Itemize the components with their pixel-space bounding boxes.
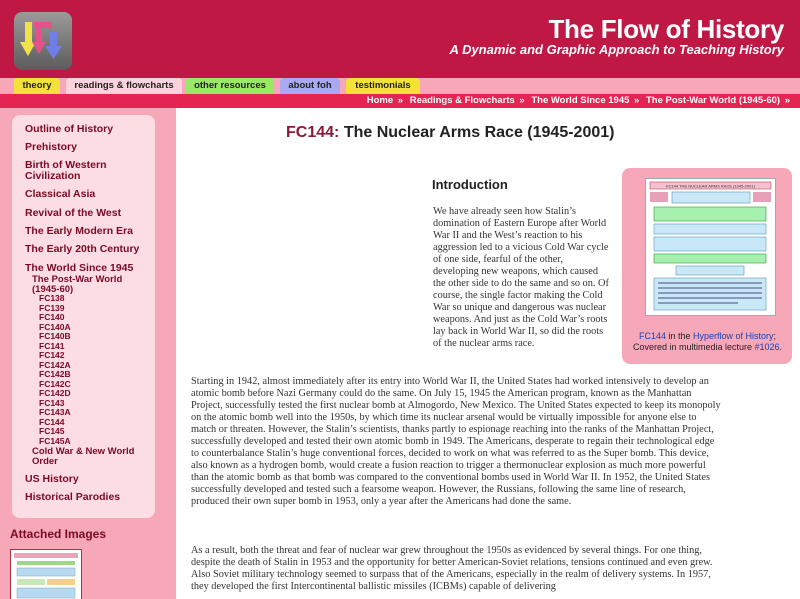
flowchart-thumbnail-icon bbox=[11, 550, 81, 599]
body-paragraph-1: Starting in 1942, almost immediately after its entry into World War II, the United States had worked intensively to develop an atomic bomb before Nazi Germany could do the same. On July 15, 1945 the American program, known as the Manhattan Project, successfully tested the first nuclear bomb at Almogordo, New Mexico. The United States expected to keep its monopoly on the atomic bomb well into the 1950s, by which time its nuclear arsenal would be virtually impossible for anyone else to match or threaten. However, the Stalin’s scientists, thanks partly to espionage reaching into the ranks of the Manhattan Project, successfully developed and tested their own atomic bomb in 1949. The Americans, desperate to regain their technological edge to counterbalance Stalin’s huge conventional forces, decided to work on what was referred to as the Super bomb. This device, also known as a hydrogen bomb, would create a fusion reaction to trigger a thermonuclear explosion as much more powerful than the atomic bomb as that bomb was compared to the conventional bombs used in World War II. In 1952, the United States successfully developed and tested such a fearsome weapon. However, the Russians, following the same line of research, produced their own super bomb in 1953, only a year after the Americans had done the same. bbox=[191, 376, 721, 507]
intro-paragraph: We have already seen how Stalin’s domination of Eastern Europe after World War II and the West’s reaction to his aggression led to a vicious Cold War cycle of one side, fearful of the other, developing new weapons, which caused the other side to do the same and so on. Of course, the single factor making the Cold War so unique and dangerous was nuclear weapons. And just as the Cold War’s roots lay back in World War II, so did the roots of the nuclear arms race. bbox=[433, 206, 609, 349]
sidebar-item-classical-asia[interactable]: Classical Asia bbox=[25, 188, 96, 200]
flowchart-preview-title: FC144 THE NUCLEAR ARMS RACE (1945-2001) bbox=[666, 183, 755, 189]
breadcrumb-separator: » bbox=[784, 95, 790, 106]
caption-hyperflow-link[interactable]: Hyperflow of History bbox=[693, 331, 774, 341]
sidebar-code-fc143a[interactable]: FC143A bbox=[39, 407, 71, 417]
tab-about-foh[interactable]: about foh bbox=[280, 78, 340, 94]
breadcrumb-separator: » bbox=[397, 95, 404, 106]
breadcrumb-home[interactable]: Home bbox=[366, 95, 394, 106]
caption-text: ; Covered in multimedia lecture bbox=[632, 331, 777, 352]
site-logo[interactable] bbox=[14, 12, 72, 70]
page-title-text: The Nuclear Arms Race (1945-2001) bbox=[343, 124, 615, 141]
intro-heading: Introduction bbox=[432, 177, 508, 192]
sidebar-code-fc142a[interactable]: FC142A bbox=[39, 359, 71, 370]
sidebar-code-fc142[interactable]: FC142 bbox=[39, 350, 65, 360]
attached-images-heading: Attached Images bbox=[10, 527, 107, 541]
flow-arrows-icon bbox=[14, 12, 72, 70]
breadcrumb-readings[interactable]: Readings & Flowcharts bbox=[409, 95, 515, 106]
sidebar-item-historical-parodies[interactable]: Historical Parodies bbox=[25, 491, 121, 503]
sidebar-code-fc139[interactable]: FC139 bbox=[39, 302, 65, 313]
page-code: FC144: bbox=[286, 124, 340, 141]
caption-text: in the bbox=[665, 331, 693, 341]
site-header bbox=[0, 0, 800, 78]
sidebar-code-fc143[interactable]: FC143 bbox=[39, 397, 65, 408]
flowchart-preview-icon bbox=[646, 179, 775, 315]
caption-text: . bbox=[779, 342, 783, 352]
sidebar-item-world-since-1945[interactable]: The World Since 1945 bbox=[25, 262, 134, 274]
sidebar-code-fc142d[interactable]: FC142D bbox=[39, 388, 71, 398]
sidebar-item-us-history[interactable]: US History bbox=[25, 473, 79, 485]
sidebar-code-fc142c[interactable]: FC142C bbox=[39, 378, 71, 389]
attached-image-thumbnail[interactable] bbox=[10, 549, 82, 599]
tab-testimonials[interactable]: testimonials bbox=[346, 78, 420, 94]
site-subtitle: A Dynamic and Graphic Approach to Teaching History bbox=[449, 42, 784, 57]
site-title: The Flow of History bbox=[548, 14, 784, 44]
tab-other-resources[interactable]: other resources bbox=[186, 78, 274, 94]
sidebar-item-early-modern[interactable]: The Early Modern Era bbox=[25, 225, 133, 237]
flowchart-image[interactable] bbox=[645, 178, 776, 316]
breadcrumb-separator: » bbox=[519, 95, 525, 106]
caption-lecture-link[interactable]: #1026 bbox=[754, 342, 780, 352]
sidebar-subitem-post-war-world[interactable]: The Post-War World (1945-60) bbox=[32, 274, 123, 295]
sidebar-code-fc140b[interactable]: FC140B bbox=[39, 331, 71, 341]
sidebar-code-fc141[interactable]: FC141 bbox=[39, 340, 65, 351]
nav-tabs bbox=[0, 78, 800, 94]
sidebar-item-birth-western-civ[interactable]: Birth of Western Civilization bbox=[25, 159, 107, 182]
sidebar-code-fc138[interactable]: FC138 bbox=[39, 293, 65, 303]
sidebar-code-fc140a[interactable]: FC140A bbox=[39, 321, 71, 332]
sidebar-code-fc144[interactable]: FC144 bbox=[39, 416, 65, 427]
page-title bbox=[286, 124, 614, 142]
sidebar-code-fc145[interactable]: FC145 bbox=[39, 426, 65, 436]
tab-theory[interactable]: theory bbox=[14, 78, 60, 94]
breadcrumb-world-since-1945[interactable]: The World Since 1945 bbox=[531, 95, 630, 106]
breadcrumb-post-war-world[interactable]: The Post-War World (1945-60) bbox=[645, 95, 781, 106]
body-paragraph-2: As a result, both the threat and fear of nuclear war grew throughout the 1950s as evidenced by several things. For one thing, despite the death of Stalin in 1953 and the opportunity for better American-Soviet relations, tensions continued and even grew. Also Soviet military technology seemed to surpass that of the Americans, especially in the realm of delivery systems. In 1957, they developed the first Intercontinental ballistic missiles (ICBMs) capable of delivering bbox=[191, 545, 713, 592]
sidebar-code-fc140[interactable]: FC140 bbox=[39, 312, 65, 322]
sidebar-subitem-cold-war[interactable]: Cold War & New World Order bbox=[32, 446, 135, 467]
sidebar-code-fc145a[interactable]: FC145A bbox=[39, 435, 71, 446]
breadcrumb bbox=[0, 94, 800, 108]
figure-caption bbox=[630, 331, 785, 353]
sidebar-item-prehistory[interactable]: Prehistory bbox=[25, 141, 77, 153]
breadcrumb-separator: » bbox=[634, 95, 640, 106]
sidebar-item-revival-west[interactable]: Revival of the West bbox=[25, 207, 122, 219]
sidebar-item-outline[interactable]: Outline of History bbox=[25, 123, 114, 135]
caption-fc144-link[interactable]: FC144 bbox=[638, 331, 666, 341]
sidebar-item-early-20th[interactable]: The Early 20th Century bbox=[25, 243, 140, 255]
sidebar-code-fc142b[interactable]: FC142B bbox=[39, 369, 71, 379]
tab-readings-flowcharts[interactable]: readings & flowcharts bbox=[66, 78, 182, 94]
